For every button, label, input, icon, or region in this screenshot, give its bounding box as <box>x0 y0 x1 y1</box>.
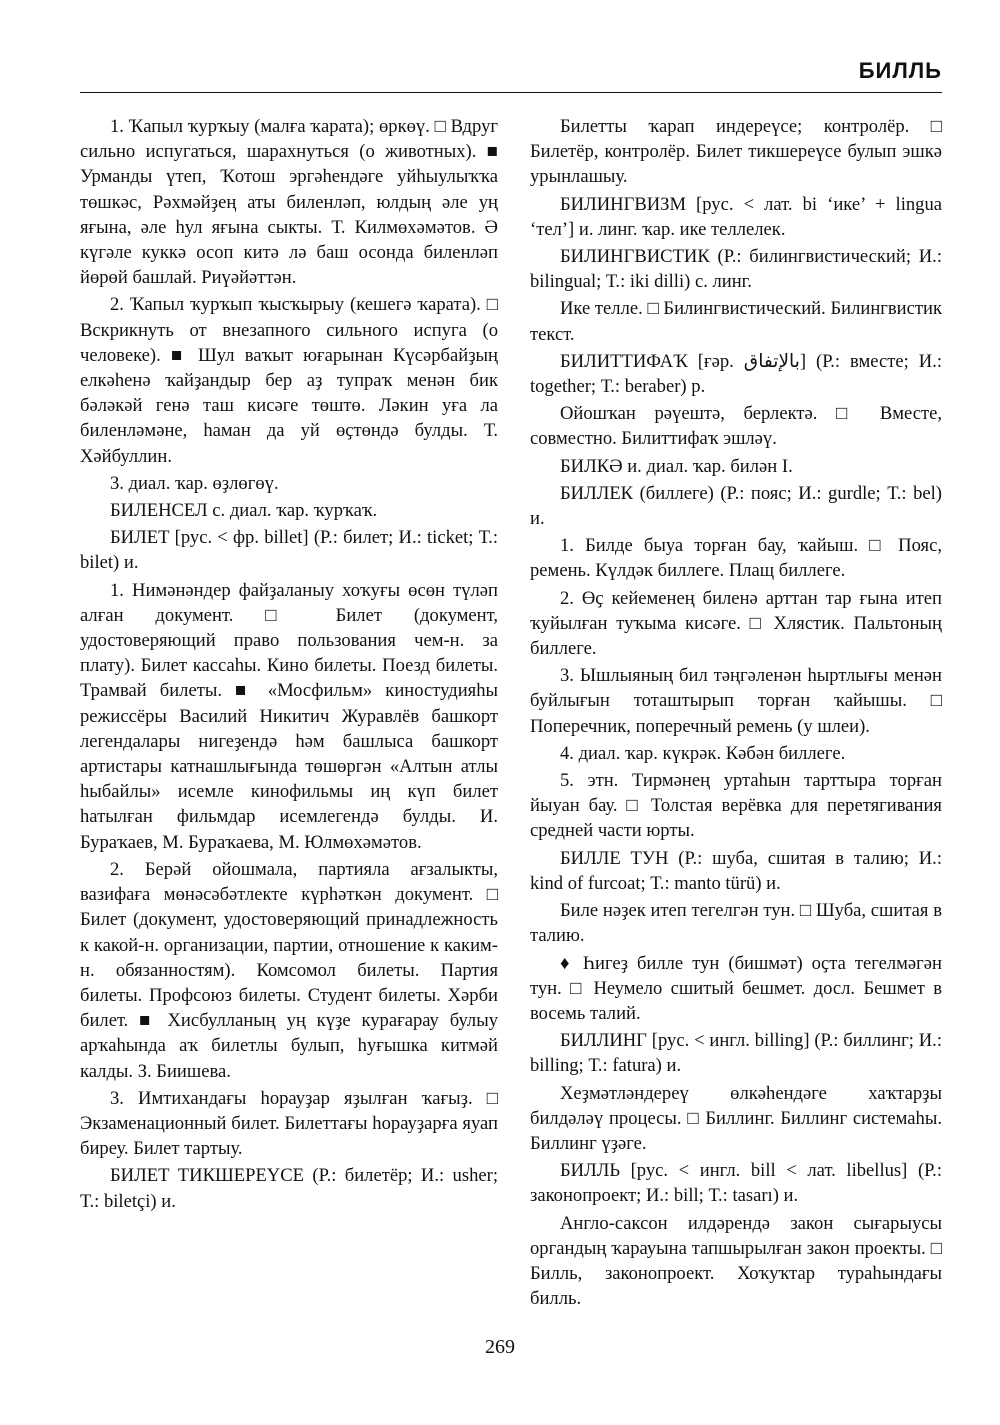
entry-paragraph: БИЛЛИНГ [рус. < ингл. billing] (Р.: биллинг; И.: billing; Т.: fatura) и. <box>530 1030 942 1077</box>
left-column <box>80 114 498 1214</box>
page-number: 269 <box>485 1336 515 1358</box>
running-head: БИЛЛЬ <box>858 58 942 83</box>
entry-paragraph: Биле нәҙек итеп тегелгән тун. □ Шуба, сшитая в талию. <box>530 900 942 947</box>
entry-paragraph: БИЛЛЕ ТУН (Р.: шуба, сшитая в талию; И.: kind of furcoat; Т.: manto türü) и. <box>530 847 942 894</box>
header-rule <box>80 92 942 93</box>
entry-paragraph: ♦ Һигеҙ билле тун (бишмәт) оҫта тегелмәгән тун. □ Неумело сшитый бешмет. досл. Бешмет в восемь талий. <box>530 952 942 1024</box>
entry-paragraph: 3. диал. ҡар. өҙлөгөү. <box>110 472 279 494</box>
entry-paragraph: 2. Берәй ойошмала, партияла ағзалыкты, вазифаға мөнәсәбәтлекте күрһәткән документ. □ Билет (документ, удостоверяющий принадлежность к какой-н. организации, партии, отношение к каким-н. обязанностям). Комсомол билеты. Партия билеты. Профсоюз билеты. Студент билеты. Хәрби билет. ■ Хисбулланың уң күҙе курағарау булыу арҡаһында аҡ билетлы булып, һуғышка китмәй калды. З. Биишева. <box>80 858 498 1082</box>
entry-paragraph: БИЛИНГВИЗМ [рус. < лат. bi ‘ике’ + lingua ‘тел’] и. линг. ҡар. ике теллелек. <box>530 193 942 240</box>
entry-paragraph: Ойошҡан рәүештә, берлектә. □ Вместе, совместно. Билиттифаҡ эшләү. <box>530 403 942 450</box>
entry-paragraph: 1. Нимәнәндер файҙаланыу хоҡуғы өсөн түләп алған документ. □ Билет (документ, удостоверяющий право пользования чем-н. за плату). Билет кассаһы. Кино билеты. Поезд билеты. Трамвай билеты. ■ «Мосфильм» киностудияһы режиссёры Василий Никитич Журавлёв башкорт легендалары нигеҙендә һәм башлыса башкорт артистары катнашлығында төшөргән «Алтын атлы һыбайлы» исемле кинофильмы иң күп билет һатылған фильмдар исемлегендә булды. И. Бураҡаев, М. Бураҡаева, М. Юлмөхәмәтов. <box>80 579 498 853</box>
entry-paragraph: 1. Билде быуа торған бау, ҡайыш. □ Пояс, ремень. Күлдәк биллеге. Плащ биллеге. <box>530 535 942 582</box>
entry-paragraph: Ике телле. □ Билингвистический. Билингвистик текст. <box>530 298 942 345</box>
right-column <box>530 114 942 1311</box>
entry-paragraph: 3. Ышлыяның бил тәңгәленән һыртлығы менән буйлығын тоташтырып торған ҡайышы. □ Поперечник, поперечный ремень (у шлеи). <box>530 665 942 737</box>
entry-paragraph: 2. Өҫ кейеменең биленә арттан тар ғына итеп ҡуйылған туҡыма кисәге. □ Хлястик. Пальтоның биллеге. <box>530 587 942 660</box>
entry-paragraph: 3. Имтихандағы һорауҙар яҙылған ҡағыҙ. □ Экзаменационный билет. Билеттағы һорауҙарға яуап биреу. Билет тартыу. <box>80 1087 498 1160</box>
entry-paragraph: БИЛЛЕК (биллеге) (Р.: пояс; И.: gurdle; Т.: bel) и. <box>530 482 942 530</box>
entry-paragraph: Билетты ҡарап индереүсе; контролёр. □ Билетёр, контролёр. Билет тикшереүсе булып эшкә урынлашыу. <box>530 116 942 188</box>
entry-paragraph: БИЛЛЬ [рус. < ингл. bill < лат. libellus] (Р.: законопроект; И.: bill; Т.: tasarı) и. <box>530 1160 942 1207</box>
entry-paragraph: БИЛИТТИФАҠ [ғәр. بالإتفاق] (Р.: вместе; И.: together; Т.: beraber) р. <box>530 350 942 398</box>
entry-paragraph: Хеҙмәтләндереү өлкәһендәге хаҡтарҙы билдәләү процесы. □ Биллинг. Биллинг системаһы. Биллинг үҙәге. <box>530 1082 942 1154</box>
entry-paragraph: БИЛЕТ [рус. < фр. billet] (Р.: билет; И.: ticket; Т.: bilet) и. <box>80 527 498 574</box>
entry-paragraph: 2. Ҡапыл ҡурҡып ҡысҡырыу (кешегә ҡарата). □ Вскрикнуть от внезапного сильного испуга (о человеке). ■ Шул ваҡыт юғарынан Күсәрбайҙың елкәһенә ҡайҙандыр бер аҙ тупраҡ менән бик бәләкәй генә таш кисәге төштө. Ләкин уға ла биленләмәне, һаман да уй өҫтөндә булды. Т. Хәйбуллин. <box>80 294 498 467</box>
entry-paragraph: Англо-саксон илдәрендә закон сығарыусы органдың ҡарауына тапшырылған закон проекты. □ Билль, законопроект. Хоҡуҡтар тураһындағы билль. <box>530 1212 942 1310</box>
entry-paragraph: БИЛИНГВИСТИК (Р.: билингвистический; И.: bilingual; Т.: iki dilli) с. линг. <box>530 246 942 293</box>
entry-paragraph: 4. диал. ҡар. күкрәк. Кәбән биллеге. <box>560 742 846 764</box>
entry-paragraph: БИЛЕТ ТИКШЕРЕҮСЕ (Р.: билетёр; И.: usher; Т.: biletçi) и. <box>80 1165 498 1212</box>
entry-paragraph: 5. этн. Тирмәнең уртаһын тарттыра торған йыуан бау. □ Толстая верёвка для перетягивания средней части юрты. <box>530 770 942 842</box>
entry-paragraph: БИЛКӘ и. диал. ҡар. билән I. <box>560 455 793 477</box>
entry-paragraph: БИЛЕНСЕЛ с. диал. ҡар. ҡурҡаҡ. <box>110 500 378 522</box>
entry-paragraph: 1. Ҡапыл ҡурҡыу (малға ҡарата); өркөү. □ Вдруг сильно испугаться, шарахнуться (о животных). ■ Урманды үтеп, Ҡотош эргәһендәге уйһыулыҡҡа төшкәс, Рәхмәйҙең аты биленләп, юлдың әле уң яғына, әле һул яғына сыкты. Т. Килмөхәмәтов. Ә күгәле куккә осоп китә лә баш осонда биленләп йөрөй башлай. Риүәйәттән. <box>80 116 498 289</box>
